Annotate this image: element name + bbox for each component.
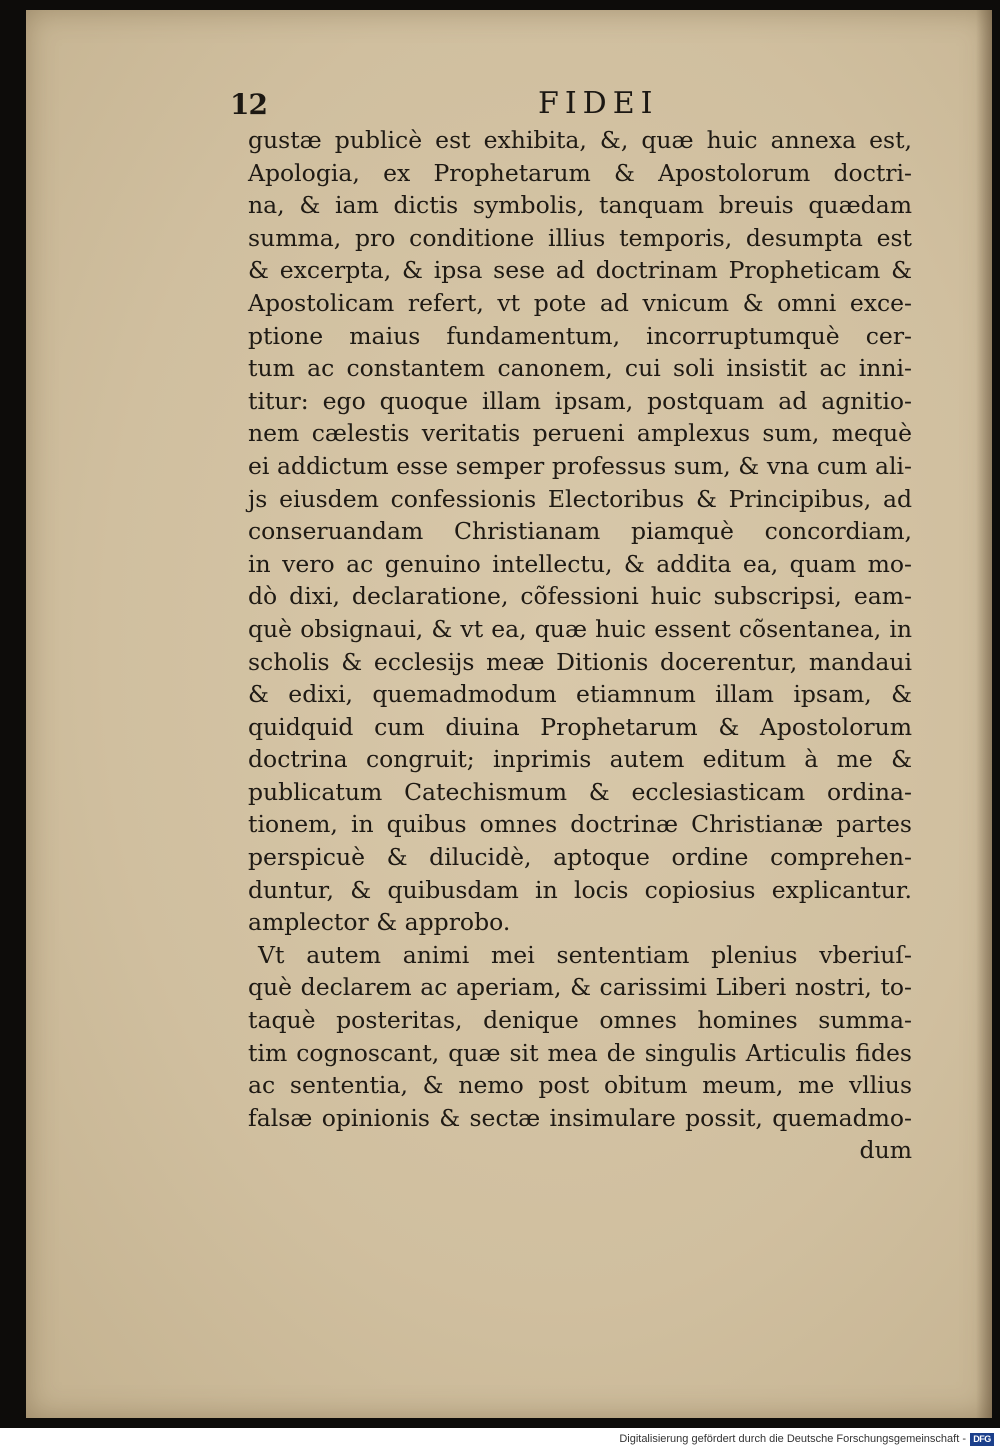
catchword: dum bbox=[859, 1136, 912, 1165]
text-line: conseruandam Christianam piamquè concordiam, bbox=[248, 517, 912, 546]
text-line: falsæ opinionis & sectæ insimulare possit, quemadmo- bbox=[248, 1103, 912, 1132]
page-number: 12 bbox=[230, 88, 267, 121]
footer-strip bbox=[0, 1428, 1000, 1451]
text-line: publicatum Catechismum & ecclesiasticam ordina- bbox=[248, 777, 912, 806]
text-line: ac sententia, & nemo post obitum meum, me vllius bbox=[248, 1071, 912, 1100]
text-line: tum ac constantem canonem, cui soli insistit ac inni- bbox=[248, 354, 912, 383]
page-header bbox=[230, 86, 920, 126]
text-line-paragraph-end: amplector & approbo. bbox=[248, 908, 511, 937]
text-line: & excerpta, & ipsa sese ad doctrinam Propheticam & bbox=[248, 256, 912, 285]
text-line: in vero ac genuino intellectu, & addita ea, quam mo- bbox=[248, 549, 912, 578]
text-line-paragraph-start: Vt autem animi mei sententiam plenius vberiuſ- bbox=[258, 940, 912, 969]
text-line: perspicuè & dilucidè, aptoque ordine comprehen- bbox=[248, 843, 912, 872]
text-line: Apologia, ex Prophetarum & Apostolorum doctri- bbox=[248, 158, 912, 187]
running-head: FIDEI bbox=[538, 86, 659, 121]
text-line: nem cælestis veritatis perueni amplexus sum, mequè bbox=[248, 419, 912, 448]
text-line: Apostolicam refert, vt pote ad vnicum & omni exce- bbox=[248, 288, 912, 317]
text-line: duntur, & quibusdam in locis copiosius explicantur. bbox=[248, 875, 912, 904]
text-line: scholis & ecclesijs meæ Ditionis docerentur, mandaui bbox=[248, 647, 912, 676]
text-line: doctrina congruit; inprimis autem editum à me & bbox=[248, 745, 912, 774]
body-text bbox=[248, 124, 912, 1167]
text-line: ptione maius fundamentum, incorruptumquè cer- bbox=[248, 321, 912, 350]
text-line: & edixi, quemadmodum etiamnum illam ipsam, & bbox=[248, 680, 912, 709]
dfg-logo: DFG bbox=[970, 1433, 994, 1446]
text-line: na, & iam dictis symbolis, tanquam breuis quædam bbox=[248, 191, 912, 220]
text-line: ei addictum esse semper professus sum, & vna cum ali- bbox=[248, 451, 912, 480]
text-line: tim cognoscant, quæ sit mea de singulis Articulis fides bbox=[248, 1038, 912, 1067]
text-line: què obsignaui, & vt ea, quæ huic essent cõsentanea, in bbox=[248, 614, 912, 643]
funding-credit: Digitalisierung gefördert durch die Deutsche Forschungsgemeinschaft - bbox=[619, 1433, 966, 1445]
text-line: titur: ego quoque illam ipsam, postquam ad agnitio- bbox=[248, 386, 912, 415]
text-line: taquè posteritas, denique omnes homines summa- bbox=[248, 1006, 912, 1035]
text-line: dò dixi, declaratione, cõfessioni huic subscripsi, eam- bbox=[248, 582, 912, 611]
text-line: summa, pro conditione illius temporis, desumpta est bbox=[248, 223, 912, 252]
text-line: js eiusdem confessionis Electoribus & Principibus, ad bbox=[248, 484, 912, 513]
text-line: tionem, in quibus omnes doctrinæ Christianæ partes bbox=[248, 810, 912, 839]
text-line: gustæ publicè est exhibita, &, quæ huic annexa est, bbox=[248, 126, 912, 154]
text-line: què declarem ac aperiam, & carissimi Liberi nostri, to- bbox=[248, 973, 912, 1002]
text-line: quidquid cum diuina Prophetarum & Apostolorum bbox=[248, 712, 912, 741]
page-edge-shadow bbox=[976, 10, 992, 1418]
